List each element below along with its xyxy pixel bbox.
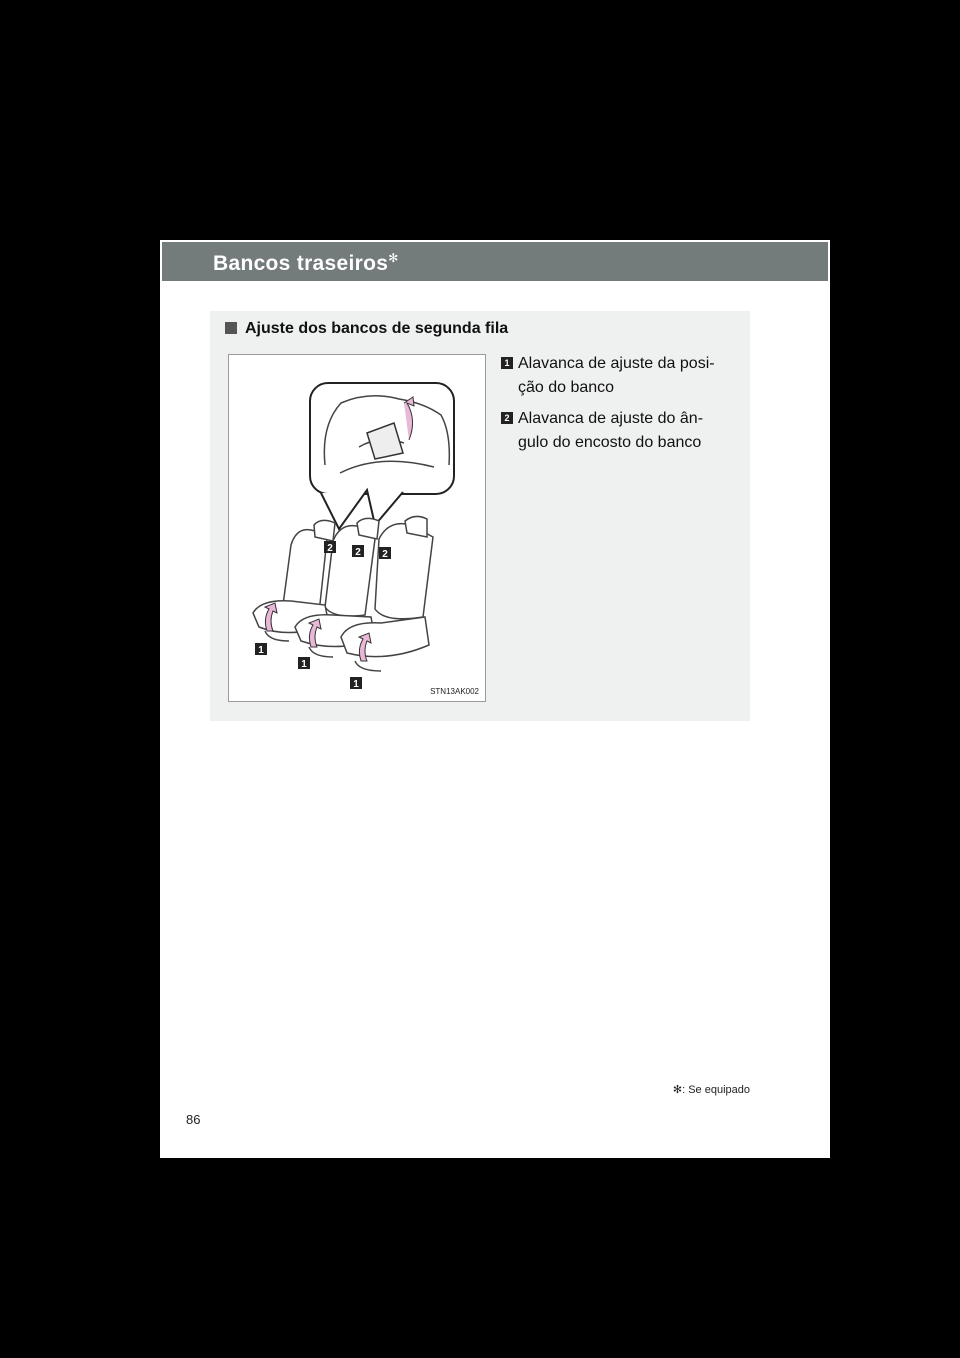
rear-seats-drawing: [229, 355, 485, 701]
tag-1-a: 1: [258, 645, 264, 656]
title-mark: ✻: [388, 251, 399, 265]
tag-2-b: 2: [355, 547, 361, 558]
heading-square-icon: [225, 322, 237, 334]
callout-number-2: 2: [501, 412, 513, 424]
tag-2-c: 2: [382, 549, 388, 560]
manual-page: [160, 240, 830, 1158]
seat-adjustment-section: [210, 311, 750, 721]
footnote-mark: ✻: [672, 1084, 683, 1096]
footnote-text: : Se equipado: [682, 1084, 750, 1096]
section-heading: [225, 320, 508, 338]
callout-item-2: [492, 407, 742, 455]
figure-code: STN13AK002: [430, 687, 479, 696]
callout-number-1: 1: [501, 357, 513, 369]
tag-1-c: 1: [353, 679, 359, 690]
callout-item-1: [492, 352, 742, 400]
footnote: [673, 1083, 750, 1096]
seat-illustration: [228, 354, 486, 702]
title-bar: [162, 242, 828, 281]
seat-row: [253, 516, 433, 656]
title-text: Bancos traseiros: [213, 252, 389, 275]
section-heading-text: Ajuste dos bancos de segunda fila: [245, 320, 509, 337]
page-number: 86: [186, 1112, 201, 1127]
tag-2-a: 2: [327, 543, 333, 554]
callout-list: [492, 352, 742, 462]
page-title: [213, 251, 399, 276]
tag-1-b: 1: [301, 659, 307, 670]
callout-text-2: Alavanca de ajuste do ân- gulo do encosto do banco: [518, 410, 704, 451]
callout-text-1: Alavanca de ajuste da posi- ção do banco: [518, 355, 715, 396]
